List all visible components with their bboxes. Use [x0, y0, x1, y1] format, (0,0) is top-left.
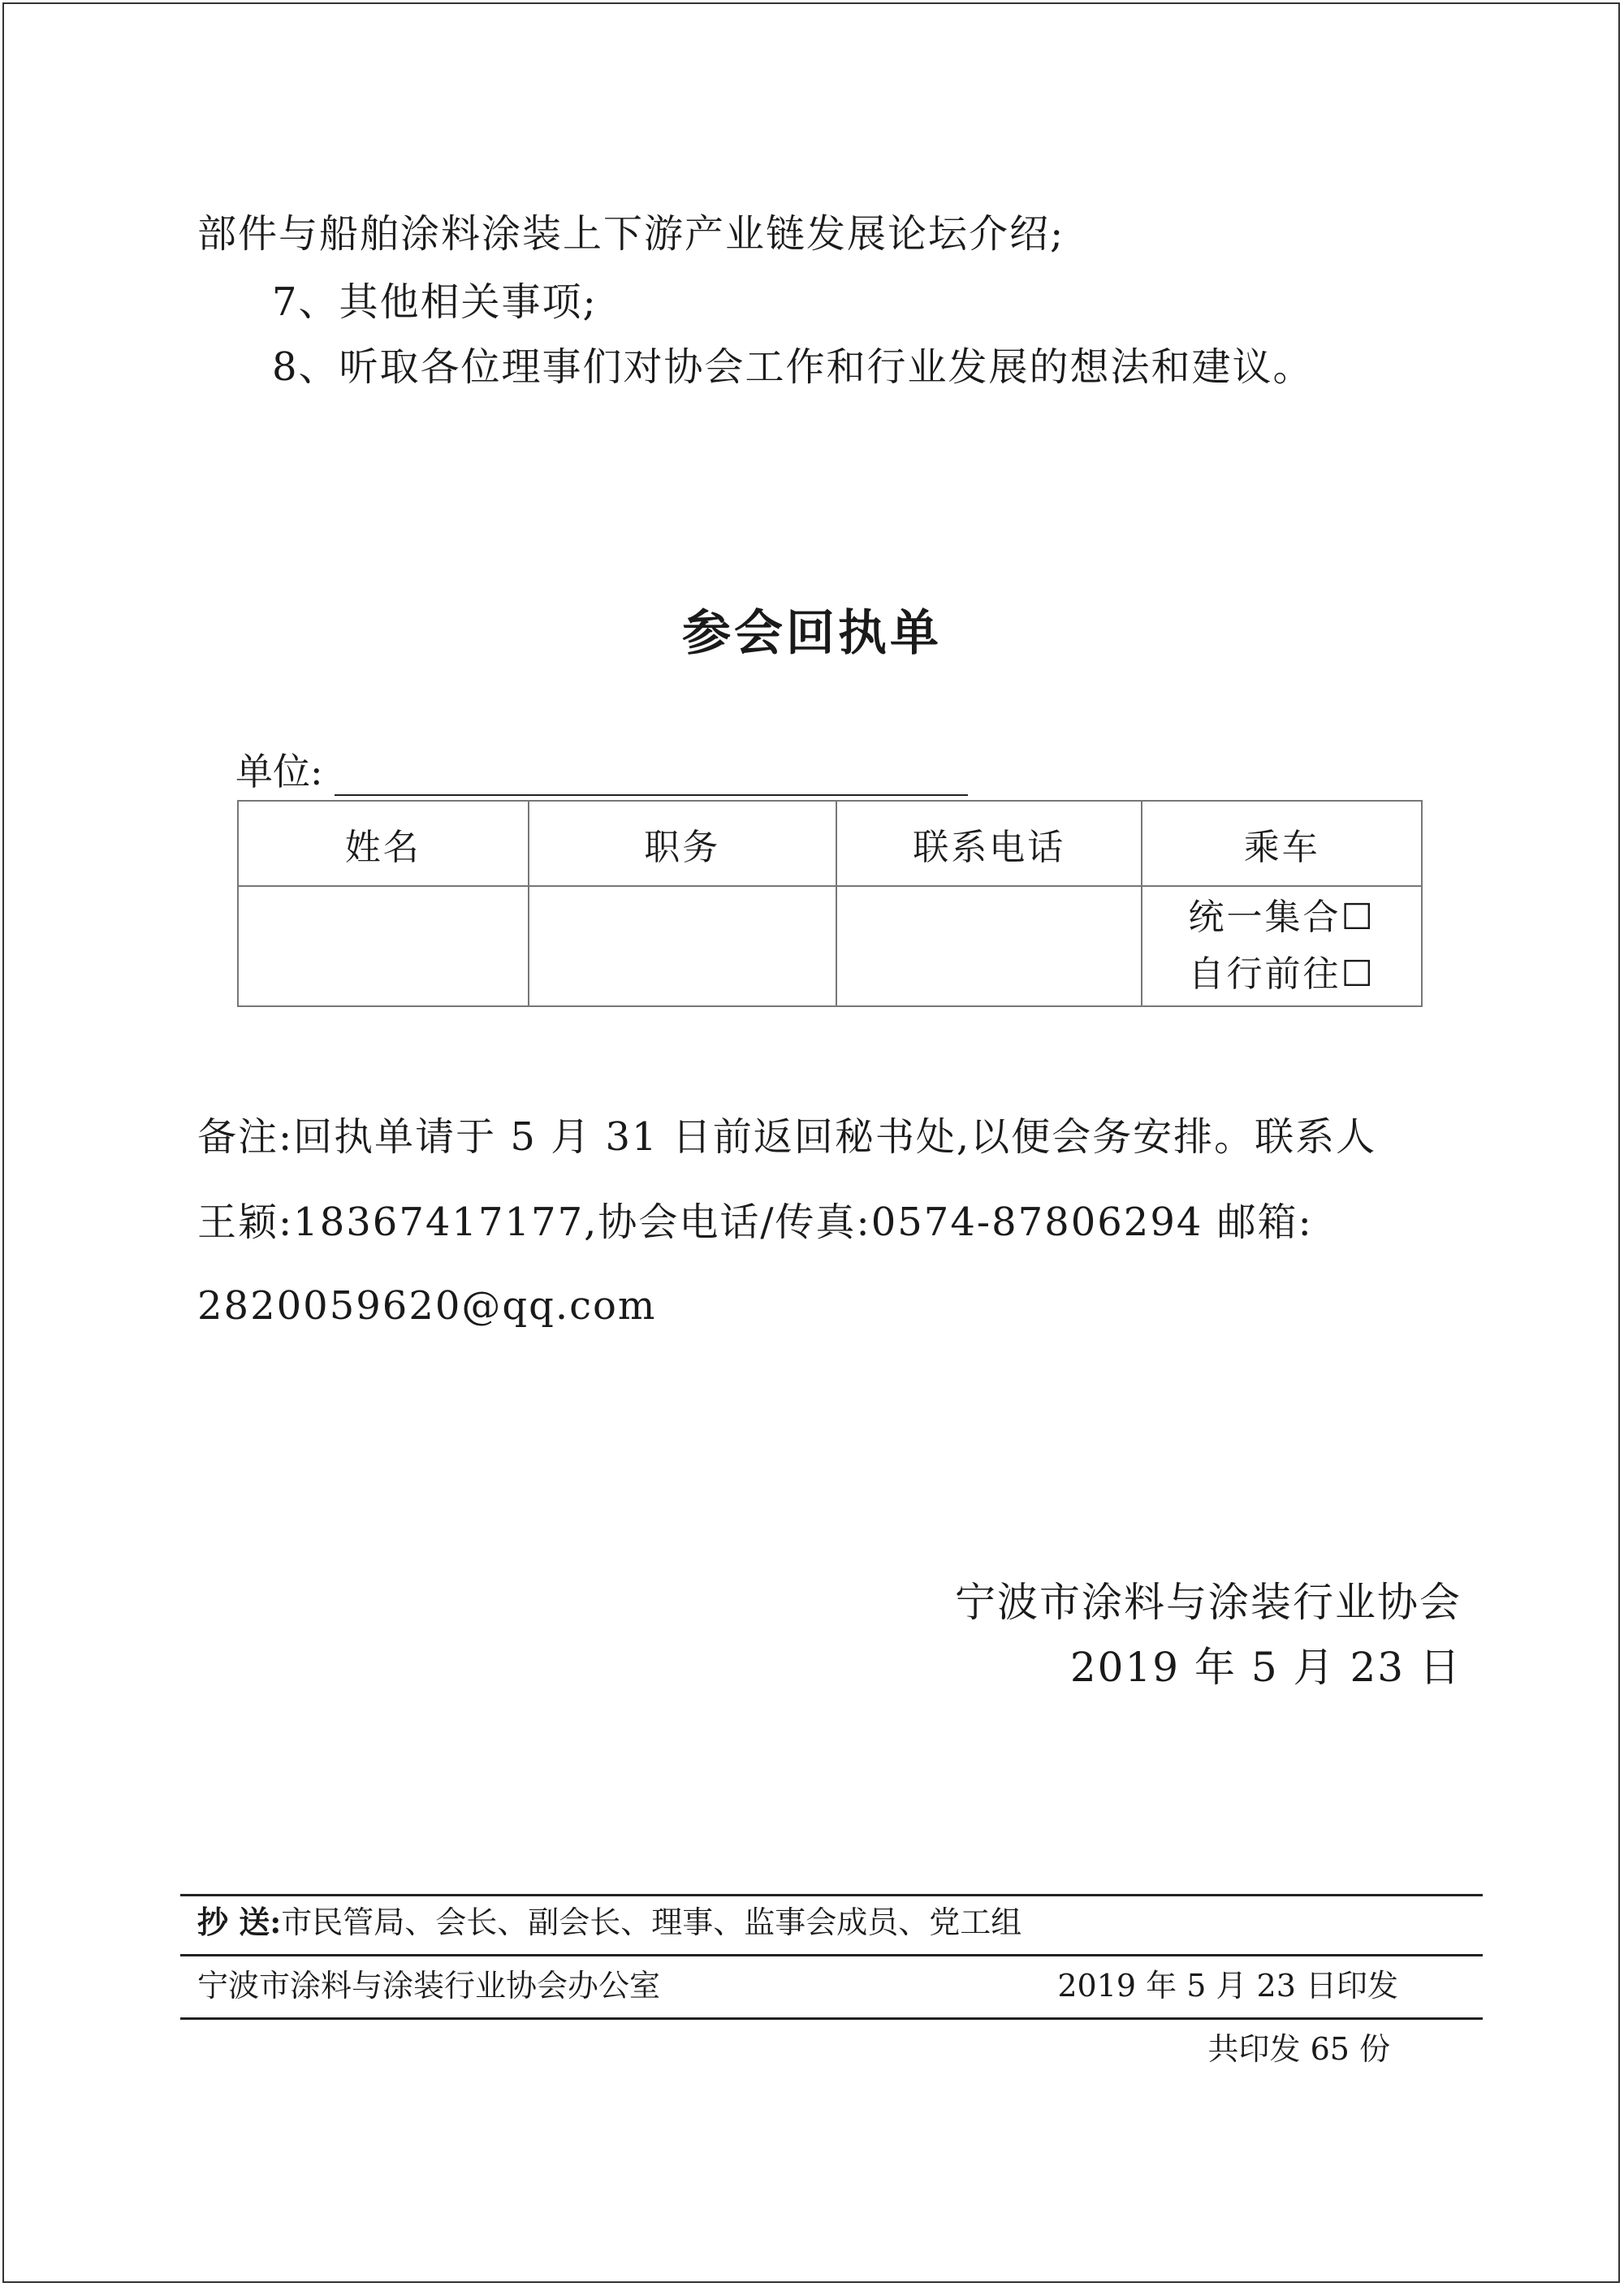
receipt-title: 参会回执单	[682, 605, 942, 662]
ride-option-gather-checkbox[interactable]: 统一集合☐	[1188, 897, 1376, 938]
unit-label: 单位:	[235, 750, 323, 793]
table-header-row	[238, 801, 1422, 886]
receipt-table	[237, 800, 1423, 1007]
unit-row	[235, 747, 968, 796]
footer-rule-middle	[180, 1954, 1483, 1956]
ride-options-cell	[1142, 886, 1422, 1006]
name-cell[interactable]	[238, 886, 529, 1006]
cc-recipients: 市民管局、会长、副会长、理事、监事会成员、党工组	[281, 1904, 1022, 1940]
issue-date: 2019 年 5 月 23 日印发	[1057, 1968, 1398, 2004]
note-line-2: 王颖:18367417177,协会电话/传真:0574-87806294 邮箱:	[197, 1200, 1313, 1245]
signature-org: 宁波市涂料与涂装行业协会	[955, 1579, 1462, 1626]
unit-fill-line[interactable]	[335, 755, 968, 796]
column-header-position: 职务	[529, 801, 836, 886]
footer-rule-bottom	[180, 2017, 1483, 2020]
position-cell[interactable]	[529, 886, 836, 1006]
body-line-1: 部件与船舶涂料涂装上下游产业链发展论坛介绍;	[197, 211, 1065, 257]
table-row	[238, 886, 1422, 1006]
phone-cell[interactable]	[836, 886, 1142, 1006]
column-header-ride: 乘车	[1142, 801, 1422, 886]
ride-option-self-checkbox[interactable]: 自行前往☐	[1188, 953, 1376, 995]
footer-rule-top	[180, 1894, 1483, 1896]
cc-line	[197, 1902, 1021, 1943]
note-line-3: 2820059620@qq.com	[197, 1283, 657, 1329]
column-header-phone: 联系电话	[836, 801, 1142, 886]
body-line-item-7: 7、其他相关事项;	[272, 279, 598, 325]
cc-label: 抄 送:	[197, 1904, 282, 1940]
copies-count: 共印发 65 份	[1207, 2031, 1390, 2067]
signature-date: 2019 年 5 月 23 日	[1069, 1644, 1462, 1691]
body-line-item-8: 8、听取各位理事们对协会工作和行业发展的想法和建议。	[272, 344, 1314, 390]
column-header-name: 姓名	[238, 801, 529, 886]
issuing-office: 宁波市涂料与涂装行业协会办公室	[197, 1968, 661, 2004]
note-line-1: 备注:回执单请于 5 月 31 日前返回秘书处,以便会务安排。联系人	[197, 1114, 1377, 1160]
